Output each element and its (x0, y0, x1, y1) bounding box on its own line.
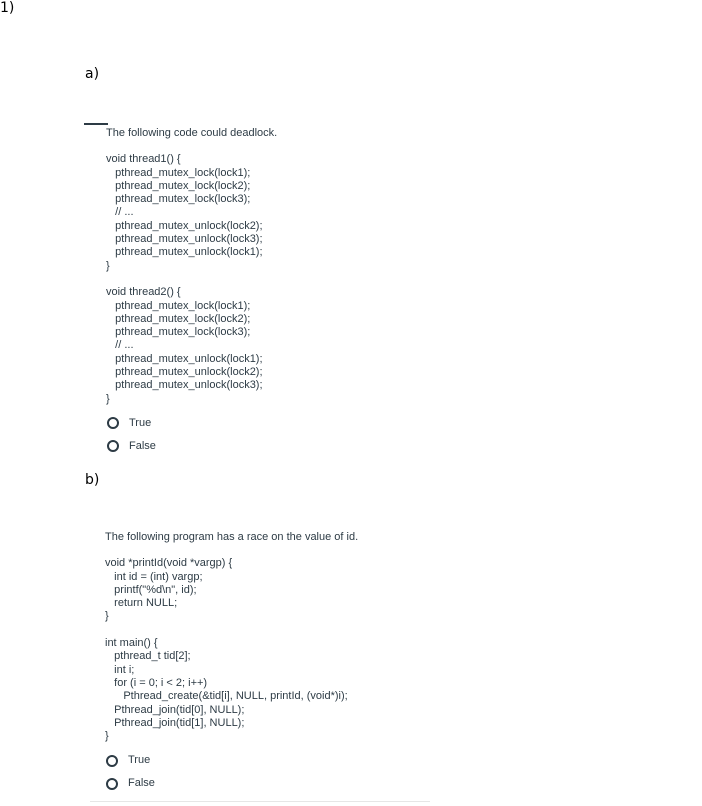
option-label: False (128, 777, 155, 790)
code-line: pthread_mutex_lock(lock3); (106, 326, 251, 339)
question-b-options (105, 749, 435, 795)
option-false[interactable] (106, 435, 426, 458)
option-true[interactable] (106, 412, 426, 435)
question-a-card (106, 127, 426, 458)
code-line: } (105, 730, 109, 743)
question-b-code (105, 557, 435, 743)
code-line: Pthread_create(&tid[i], NULL, printId, (void*)i); (105, 690, 348, 703)
radio-circle-icon[interactable] (106, 778, 118, 790)
code-line: pthread_mutex_lock(lock3); (106, 193, 251, 206)
part-b-label: b) (85, 472, 100, 488)
code-line: pthread_mutex_lock(lock1); (106, 166, 251, 179)
code-line: pthread_mutex_unlock(lock1); (106, 352, 263, 365)
code-line: void thread1() { (106, 153, 181, 166)
question-b-prompt: The following program has a race on the value of id. (105, 531, 359, 543)
code-line: return NULL; (105, 597, 178, 610)
radio-circle-icon[interactable] (106, 755, 118, 767)
part-a-label: a) (85, 66, 100, 82)
code-line: void thread2() { (106, 286, 181, 299)
question-a-code (106, 153, 426, 406)
code-line: printf("%d\n", id); (105, 583, 197, 596)
code-block-gap (106, 273, 426, 286)
code-line: // ... (106, 339, 134, 352)
question-b-card (105, 531, 435, 795)
code-line: void *printId(void *vargp) { (105, 557, 233, 570)
code-line: Pthread_join(tid[1], NULL); (105, 716, 245, 729)
code-line: pthread_mutex_lock(lock2); (106, 179, 251, 192)
bottom-divider (90, 801, 430, 802)
question-a-prompt: The following code could deadlock. (106, 127, 278, 139)
option-false[interactable] (105, 772, 435, 795)
code-line: pthread_mutex_lock(lock2); (106, 312, 251, 325)
option-label: False (129, 439, 156, 452)
radio-circle-icon[interactable] (107, 440, 119, 452)
code-block-gap (105, 624, 435, 637)
code-line: } (106, 259, 110, 272)
code-line: pthread_mutex_unlock(lock2); (106, 219, 263, 232)
code-line: int i; (105, 663, 135, 676)
code-line: pthread_mutex_lock(lock1); (106, 299, 251, 312)
code-line: } (106, 392, 110, 405)
code-line: pthread_mutex_unlock(lock1); (106, 246, 263, 259)
code-line: Pthread_join(tid[0], NULL); (105, 703, 245, 716)
option-label: True (129, 416, 152, 429)
code-line: pthread_mutex_unlock(lock3); (106, 233, 263, 246)
code-line: // ... (106, 206, 134, 219)
radio-circle-icon[interactable] (107, 417, 119, 429)
option-label: True (128, 754, 151, 767)
code-line: for (i = 0; i < 2; i++) (105, 676, 208, 689)
code-line: pthread_mutex_unlock(lock2); (106, 366, 263, 379)
option-true[interactable] (105, 749, 435, 772)
question-accent-bar (84, 123, 108, 125)
code-line: } (105, 610, 109, 623)
code-line: pthread_t tid[2]; (105, 650, 191, 663)
code-line: int id = (int) vargp; (105, 570, 203, 583)
code-line: pthread_mutex_unlock(lock3); (106, 379, 263, 392)
question-number: 1) (0, 0, 15, 16)
question-a-options (106, 412, 426, 458)
code-line: int main() { (105, 637, 158, 650)
